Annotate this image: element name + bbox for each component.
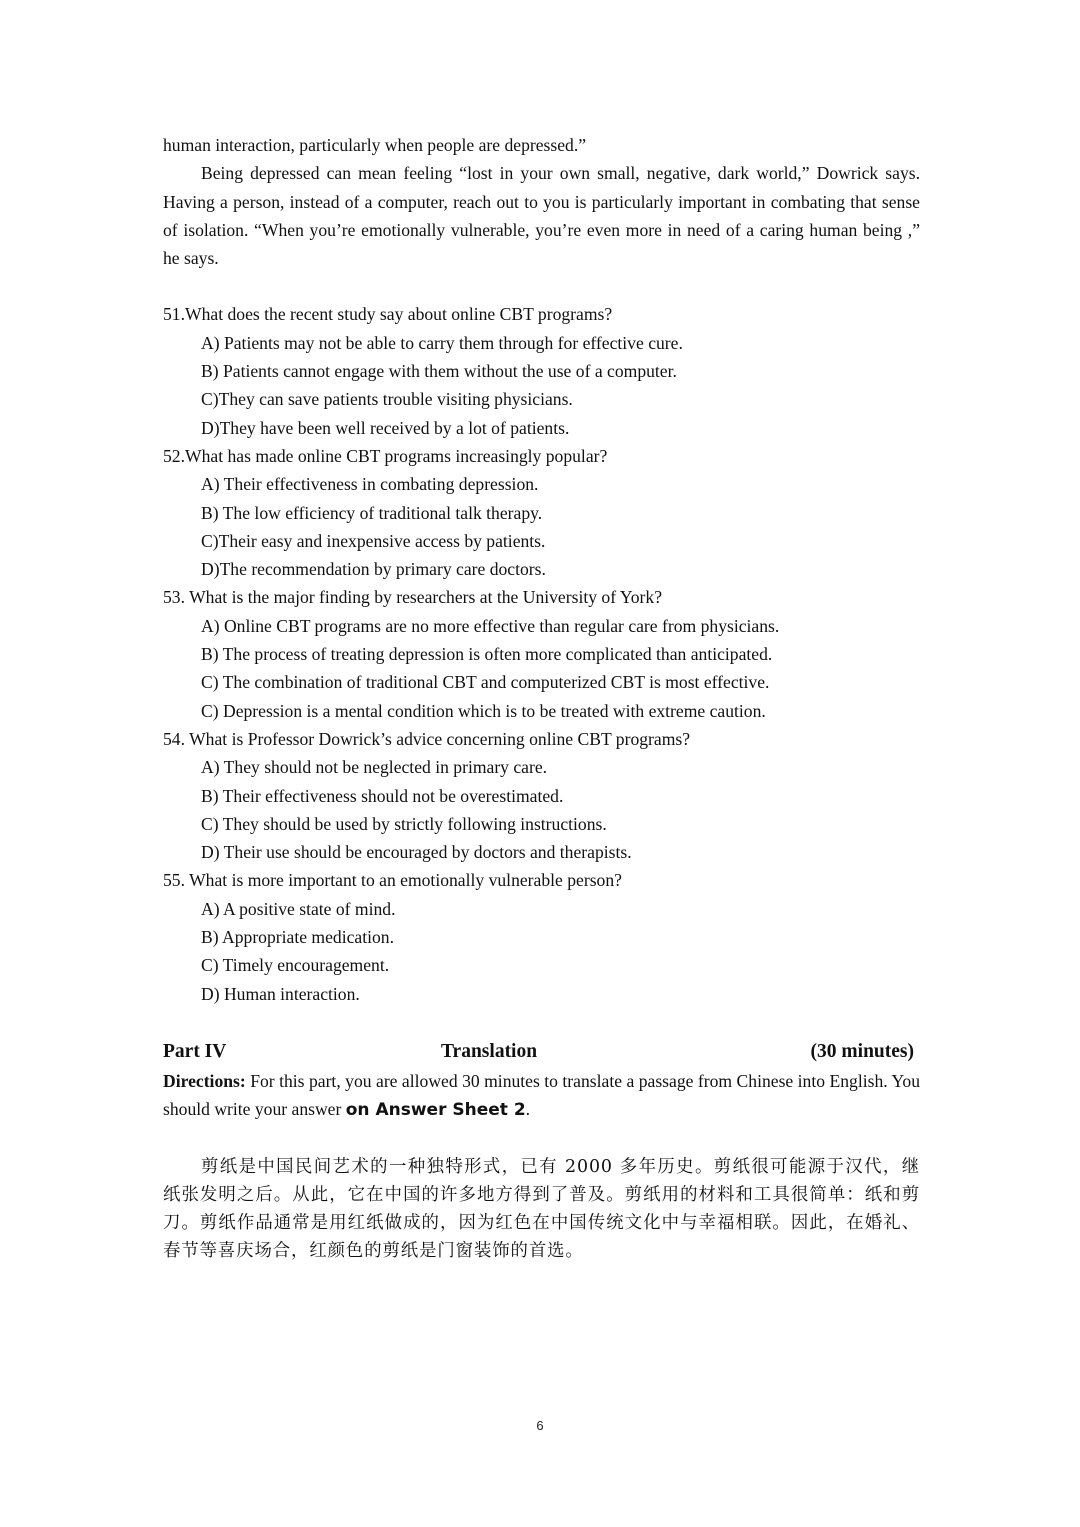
question-53 bbox=[163, 583, 920, 724]
question-option: A) A positive state of mind. bbox=[201, 898, 396, 919]
question-option: B) Appropriate medication. bbox=[201, 927, 394, 948]
question-option: C) Depression is a mental condition which is to be treated with extreme caution. bbox=[201, 700, 766, 721]
question-55 bbox=[163, 866, 920, 1007]
question-option: D) Human interaction. bbox=[201, 983, 360, 1004]
directions-text: For this part, you are allowed 30 minutes to translate a passage from Chinese into English. You should write your answer bbox=[163, 1070, 920, 1120]
question-stem: 53. What is the major finding by researchers at the University of York? bbox=[163, 587, 663, 608]
question-option: D)The recommendation by primary care doctors. bbox=[201, 559, 546, 580]
question-option: A) Their effectiveness in combating depression. bbox=[201, 474, 539, 495]
question-option: A) They should not be neglected in primary care. bbox=[201, 757, 548, 778]
question-54 bbox=[163, 725, 920, 866]
question-option: C) The combination of traditional CBT and computerized CBT is most effective. bbox=[201, 672, 770, 693]
part-iv-header bbox=[163, 1037, 920, 1067]
question-option: D) Their use should be encouraged by doctors and therapists. bbox=[201, 842, 632, 863]
spacer bbox=[163, 272, 920, 300]
question-option: C) Timely encouragement. bbox=[201, 955, 390, 976]
question-option: B) The process of treating depression is often more complicated than anticipated. bbox=[201, 644, 773, 665]
question-option: A) Online CBT programs are no more effective than regular care from physicians. bbox=[201, 615, 780, 636]
question-stem: 55. What is more important to an emotionally vulnerable person? bbox=[163, 870, 622, 891]
directions-emphasis: on Answer Sheet 2 bbox=[345, 1100, 526, 1121]
question-option: D)They have been well received by a lot of patients. bbox=[201, 417, 570, 438]
question-option: B) Patients cannot engage with them without the use of a computer. bbox=[201, 361, 677, 382]
directions bbox=[163, 1067, 920, 1125]
directions-end: . bbox=[525, 1099, 531, 1120]
question-option: C)Their easy and inexpensive access by patients. bbox=[201, 530, 546, 551]
passage-paragraph: Being depressed can mean feeling “lost in your own small, negative, dark world,” Dowrick says. Having a person, instead of a computer, reach out to you is particularly important in combating that sense of isolation. “When you’re emotionally vulnerable, you’re even more in need of a caring human being ,” he says. bbox=[163, 163, 920, 269]
question-52 bbox=[163, 442, 920, 583]
part-title: Translation bbox=[441, 1040, 538, 1062]
part-time: (30 minutes) bbox=[810, 1040, 914, 1062]
passage-line-continuation: human interaction, particularly when people are depressed.” bbox=[163, 135, 587, 155]
question-option: B) The low efficiency of traditional talk therapy. bbox=[201, 502, 543, 523]
question-51 bbox=[163, 300, 920, 441]
question-stem: 52.What has made online CBT programs increasingly popular? bbox=[163, 445, 608, 466]
part-label: Part IV bbox=[163, 1040, 227, 1062]
chinese-passage: 剪纸是中国民间艺术的一种独特形式，已有 2000 多年历史。剪纸很可能源于汉代，继纸张发明之后。从此，它在中国的许多地方得到了普及。剪纸用的材料和工具很简单：纸和剪刀。剪纸作品通常是用红纸做成的，因为红色在中国传统文化中与幸福相联。因此，在婚礼、春节等喜庆场合，红颜色的剪纸是门窗装饰的首选。 bbox=[163, 1156, 920, 1262]
question-option: A) Patients may not be able to carry them through for effective cure. bbox=[201, 332, 683, 353]
question-stem: 51.What does the recent study say about online CBT programs? bbox=[163, 304, 613, 325]
page-number: 6 bbox=[536, 1418, 544, 1433]
question-option: C)They can save patients trouble visiting physicians. bbox=[201, 389, 573, 410]
directions-label: Directions: bbox=[163, 1070, 246, 1091]
question-option: C) They should be used by strictly following instructions. bbox=[201, 813, 607, 834]
question-option: B) Their effectiveness should not be overestimated. bbox=[201, 785, 564, 806]
page-content bbox=[163, 131, 920, 1266]
question-stem: 54. What is Professor Dowrick’s advice concerning online CBT programs? bbox=[163, 728, 691, 749]
